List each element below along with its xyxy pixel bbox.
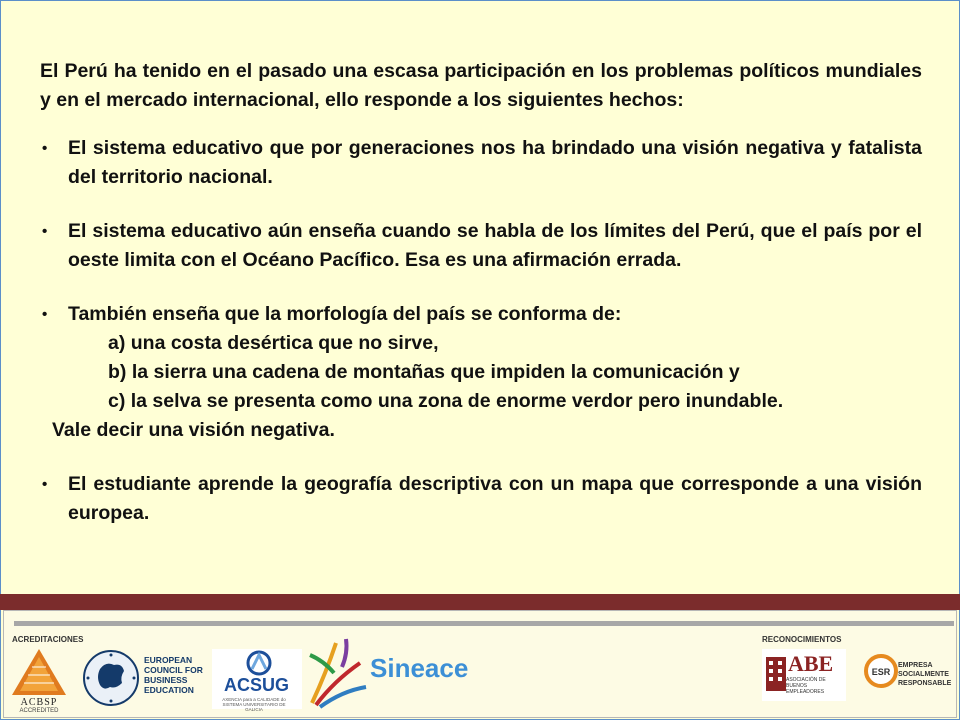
- efcbe-name: [144, 655, 203, 695]
- abe-building-icon: [764, 653, 788, 693]
- footer-logos: [3, 610, 957, 718]
- intro-paragraph: El Perú ha tenido en el pasado una escasa participación en los problemas políticos mundiales y en el mercado internacional, ello responde a los siguientes hechos:: [40, 60, 922, 111]
- efcbe-line-2: COUNCIL FOR: [144, 665, 203, 675]
- sub-item-c: c) la selva se presenta como una zona de enorme verdor pero inundable.: [108, 390, 784, 412]
- slide-content: [40, 57, 922, 553]
- acbsp-name: ACBSP: [20, 697, 58, 708]
- esr-line-2: SOCIALMENTE: [898, 671, 949, 678]
- bullet-text: El sistema educativo que por generaciones nos ha brindado una visión negativa y fatalista del territorio nacional.: [68, 137, 922, 188]
- acsug-name: ACSUG: [224, 675, 290, 695]
- bullet-item-1: [40, 134, 922, 192]
- sub-item-b: b) la sierra una cadena de montañas que impiden la comunicación y: [108, 361, 740, 383]
- esr-line-3: RESPONSABLE: [898, 680, 952, 687]
- esr-badge-icon: [864, 651, 898, 691]
- acsug-logo: [212, 649, 302, 712]
- footer-bar: [0, 594, 960, 610]
- bullet-dot: •: [42, 306, 48, 323]
- efcbe-line-3: BUSINESS: [144, 675, 188, 685]
- abe-name: ABE: [788, 651, 834, 676]
- esr-badge-text: ESR: [871, 667, 891, 677]
- acbsp-accredited: ACCREDITED: [19, 708, 59, 714]
- abe-sub-line-2: BUENOS EMPLEADORES: [786, 683, 825, 695]
- esr-name: [898, 661, 951, 688]
- bullet-item-2: [40, 217, 922, 275]
- bullet-text: El sistema educativo aún enseña cuando se habla de los límites del Perú, que el país por el oeste limita con el Océano Pacífico. Esa es una afirmación errada.: [68, 220, 922, 271]
- sineace-logo: [306, 633, 496, 715]
- esr-line-1: EMPRESA: [898, 662, 933, 669]
- abe-sub-line-1: ASOCIACIÓN DE: [786, 677, 826, 683]
- acbsp-pyramid-icon: [8, 647, 70, 697]
- efcbe-line-1: EUROPEAN: [144, 655, 193, 665]
- esr-logo: [864, 651, 952, 701]
- bullet-item-3: [40, 300, 922, 329]
- efcbe-logo: [82, 649, 214, 713]
- europe-globe-icon: [82, 649, 140, 707]
- acsug-emblem-icon: [244, 649, 274, 677]
- sub-item-a: a) una costa desértica que no sirve,: [108, 332, 439, 354]
- accreditations-label: ACREDITACIONES: [12, 635, 84, 644]
- footer-divider: [14, 621, 954, 626]
- acbsp-logo: [8, 647, 70, 719]
- bullet-text: También enseña que la morfología del país se conforma de:: [68, 303, 622, 325]
- abe-logo: [762, 649, 846, 701]
- bullet-dot: •: [42, 223, 48, 240]
- bullet-dot: •: [42, 140, 48, 157]
- closing-line: Vale decir una visión negativa.: [52, 419, 335, 441]
- acsug-subtitle: AXENCIA para a CALIDADE do SISTEMA UNIVERSITARIO DE GALICIA: [222, 697, 286, 712]
- bullet-dot: •: [42, 476, 48, 493]
- bullet-item-4: [40, 470, 922, 528]
- bullet-text: El estudiante aprende la geografía descriptiva con un mapa que corresponde a una visión europea.: [68, 473, 922, 524]
- recognitions-label: RECONOCIMIENTOS: [762, 635, 842, 644]
- sineace-name: Sineace: [370, 653, 469, 683]
- efcbe-line-4: EDUCATION: [144, 685, 194, 695]
- abe-subtitle: [786, 677, 846, 695]
- sineace-emblem-icon: [306, 633, 370, 711]
